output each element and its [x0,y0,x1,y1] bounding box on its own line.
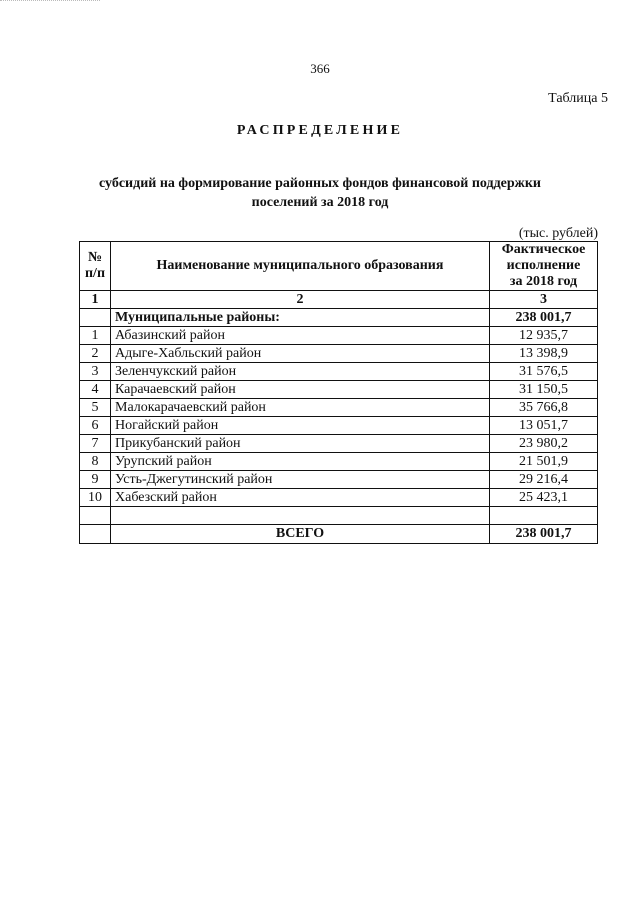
table-row [80,399,598,417]
row-value: 35 766,8 [490,399,598,417]
units-note: (тыс. рублей) [518,226,598,241]
row-number: 10 [80,489,111,507]
row-value: 13 398,9 [490,345,598,363]
row-name: Хабезский район [111,489,490,507]
row-number: 4 [80,381,111,399]
scan-artifact [0,0,100,7]
row-name: Карачаевский район [111,381,490,399]
distribution-table [79,241,598,544]
row-value: 29 216,4 [490,471,598,489]
group-row [80,309,598,327]
empty-cell [490,507,598,525]
row-value: 31 150,5 [490,381,598,399]
table-row [80,489,598,507]
column-index: 1 [80,291,111,309]
page-number: 366 [310,61,330,76]
table-row [80,471,598,489]
column-index: 2 [111,291,490,309]
table-row [80,381,598,399]
table-row [80,327,598,345]
row-name: Урупский район [111,453,490,471]
row-name: Ногайский район [111,417,490,435]
empty-cell [80,507,111,525]
empty-cell [111,507,490,525]
header-name: Наименование муниципального образования [111,242,490,291]
table-row [80,453,598,471]
column-index-row [80,291,598,309]
table-row [80,345,598,363]
table-row [80,363,598,381]
row-value: 12 935,7 [490,327,598,345]
row-name: Прикубанский район [111,435,490,453]
row-number: 5 [80,399,111,417]
row-number: 8 [80,453,111,471]
row-number: 3 [80,363,111,381]
total-number-cell [80,525,111,544]
table-row [80,435,598,453]
row-value: 25 423,1 [490,489,598,507]
subtitle-line-2: поселений за 2018 год [251,195,389,210]
row-value: 21 501,9 [490,453,598,471]
table-header-row [80,242,598,291]
row-value: 13 051,7 [490,417,598,435]
total-row [80,525,598,544]
row-number: 7 [80,435,111,453]
row-name: Адыге-Хабльский район [111,345,490,363]
table-row [80,417,598,435]
document-title: РАСПРЕДЕЛЕНИЕ [236,123,404,138]
row-number: 9 [80,471,111,489]
subtitle-line-1: субсидий на формирование районных фондов финансовой поддержки [99,176,541,191]
row-number: 6 [80,417,111,435]
column-index: 3 [490,291,598,309]
empty-row [80,507,598,525]
row-value: 31 576,5 [490,363,598,381]
row-number: 1 [80,327,111,345]
document-subtitle [60,174,580,212]
row-name: Усть-Джегутинский район [111,471,490,489]
group-value: 238 001,7 [490,309,598,327]
row-number: 2 [80,345,111,363]
row-name: Малокарачаевский район [111,399,490,417]
total-label: ВСЕГО [111,525,490,544]
header-value: Фактическое исполнение за 2018 год [490,242,598,291]
header-number: № п/п [80,242,111,291]
total-value: 238 001,7 [490,525,598,544]
row-name: Зеленчукский район [111,363,490,381]
row-name: Абазинский район [111,327,490,345]
table-tag: Таблица 5 [548,91,608,106]
group-number-cell [80,309,111,327]
row-value: 23 980,2 [490,435,598,453]
group-label: Муниципальные районы: [111,309,490,327]
